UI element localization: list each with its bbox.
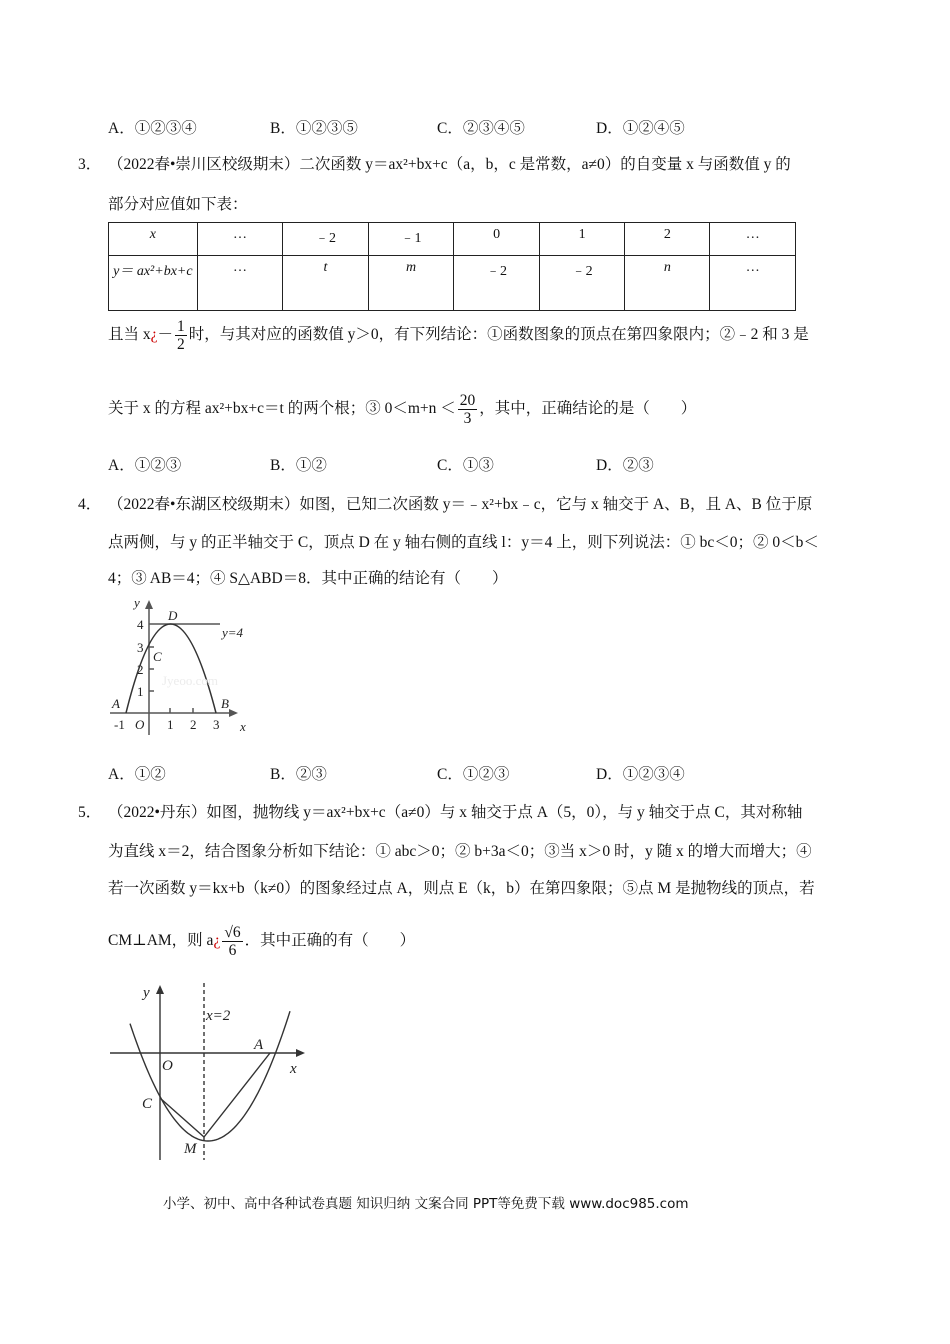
q5-text-line2: 为直线 x＝2，结合图象分析如下结论：① abc＞0；② b+3a＜0；③当 x＞0 时，y 随 x 的增大而增大；④ <box>108 843 812 860</box>
label-a: A <box>254 1037 264 1053</box>
label-x: x <box>240 719 246 734</box>
table-cell: … <box>197 256 283 311</box>
q5-text-line4 <box>108 924 415 959</box>
q3-text-line2: 部分对应值如下表： <box>108 196 248 213</box>
q3-option-c: C．①③ <box>437 457 494 474</box>
table-cell: ﹣2 <box>539 256 625 311</box>
denominator: 2 <box>177 336 185 354</box>
glyph: ¿ <box>213 932 221 950</box>
label-c: C <box>153 649 162 664</box>
q3-option-a: A．①②③ <box>108 457 182 474</box>
table-cell: y＝ ax²+bx+c <box>109 256 198 311</box>
table-cell: 2 <box>625 223 710 256</box>
numerator: 1 <box>177 318 185 335</box>
footer: 小学、初中、高中各种试卷真题 知识归纳 文案合同 PPT等免费下载 www.doc985.com <box>163 1196 689 1212</box>
fraction <box>175 318 187 353</box>
label-y: y <box>134 595 140 610</box>
text: ．其中正确的有（ ） <box>244 932 416 950</box>
q3-option-d: D．②③ <box>596 457 654 474</box>
q3-text-line1: （2022春•崇川区校级期末）二次函数 y＝ax²+bx+c（a，b，c 是常数，a≠0）的自变量 x 与函数值 y 的 <box>108 156 791 173</box>
table-cell: n <box>625 256 710 311</box>
label-a: A <box>112 696 120 711</box>
q2-option-c: C．②③④⑤ <box>437 120 525 137</box>
table-cell: … <box>710 223 796 256</box>
q4-text-line3: 4；③ AB＝4；④ S△ABD＝8．其中正确的结论有（ ） <box>108 570 508 587</box>
table-row-y <box>109 256 796 311</box>
tick-y: 3 <box>137 640 144 655</box>
label-c: C <box>142 1096 153 1112</box>
text: － <box>157 326 174 344</box>
denominator: 6 <box>228 942 237 960</box>
text: ，其中，正确结论的是（ ） <box>479 400 697 418</box>
parabola-curve <box>130 1011 290 1141</box>
table-cell: 1 <box>539 223 625 256</box>
q4-option-c: C．①②③ <box>437 766 510 783</box>
table-cell: m <box>368 256 454 311</box>
tick-y: 1 <box>137 684 144 699</box>
tick-x: 3 <box>213 717 220 732</box>
q2-option-a: A．①②③④ <box>108 120 197 137</box>
table-cell: ﹣2 <box>283 223 369 256</box>
fraction <box>222 924 242 959</box>
denominator: 3 <box>463 410 472 428</box>
label-d: D <box>168 608 178 623</box>
q3-text-line3 <box>108 318 809 353</box>
tick-x: 2 <box>190 717 197 732</box>
tick-y: 2 <box>137 662 144 677</box>
table-cell: … <box>197 223 283 256</box>
label-y: y <box>143 985 150 1001</box>
q4-option-a: A．①② <box>108 766 166 783</box>
q4-text-line2: 点两侧，与 y 的正半轴交于 C，顶点 D 在 y 轴右侧的直线 l：y＝4 上，则下列说法：① bc＜0；② 0＜b＜ <box>108 534 819 551</box>
table-cell: … <box>710 256 796 311</box>
q3-number: 3． <box>78 156 102 173</box>
fraction <box>458 392 478 427</box>
label-x: x <box>290 1061 297 1077</box>
label-o: O <box>162 1058 173 1074</box>
q4-text-line1: （2022春•东湖区校级期末）如图，已知二次函数 y＝﹣x²+bx﹣c，它与 x 轴交于 A、B，且 A、B 位于原 <box>108 496 813 513</box>
glyph: ¿ <box>150 326 158 344</box>
q2-option-d: D．①②④⑤ <box>596 120 685 137</box>
q5-parabola-figure <box>100 975 330 1165</box>
q3-option-b: B．①② <box>270 457 327 474</box>
q4-option-d: D．①②③④ <box>596 766 685 783</box>
q2-option-b: B．①②③⑤ <box>270 120 358 137</box>
q4-option-b: B．②③ <box>270 766 327 783</box>
label-b: B <box>221 696 229 711</box>
table-cell: t <box>283 256 369 311</box>
label-o: O <box>135 717 145 732</box>
q5-number: 5． <box>78 804 102 821</box>
table-row-x <box>109 223 796 256</box>
tick-x: 1 <box>167 717 174 732</box>
label-m: M <box>184 1141 197 1157</box>
q4-number: 4． <box>78 496 102 513</box>
q5-text-line1: （2022•丹东）如图，抛物线 y＝ax²+bx+c（a≠0）与 x 轴交于点 A（5，0），与 y 轴交于点 C，其对称轴 <box>108 804 803 821</box>
q3-value-table <box>108 222 796 311</box>
q5-text-line3: 若一次函数 y＝kx+b（k≠0）的图象经过点 A，则点 E（k，b）在第四象限；⑤点 M 是抛物线的顶点，若 <box>108 880 815 897</box>
table-cell: ﹣1 <box>368 223 454 256</box>
tick-y: 4 <box>137 617 144 632</box>
table-cell: ﹣2 <box>454 256 540 311</box>
table-cell: 0 <box>454 223 540 256</box>
text: 且当 x <box>108 326 151 344</box>
q3-text-line4 <box>108 392 696 427</box>
text: 关于 x 的方程 ax²+bx+c＝t 的两个根；③ 0＜m+n ＜ <box>108 400 456 418</box>
tick-x: -1 <box>114 717 125 732</box>
numerator: √6 <box>224 924 241 941</box>
numerator: 20 <box>459 392 476 409</box>
label-x2: x=2 <box>206 1008 231 1024</box>
watermark: Jyeoo.com <box>162 673 218 688</box>
table-cell: x <box>109 223 198 256</box>
q4-parabola-figure <box>100 595 260 740</box>
label-y4: y=4 <box>222 625 244 640</box>
text: CM⊥AM，则 a <box>108 932 214 950</box>
text: 时，与其对应的函数值 y＞0，有下列结论：①函数图象的顶点在第四象限内；②﹣2 和 3 是 <box>188 326 809 344</box>
segments-cm-am <box>160 1053 270 1137</box>
